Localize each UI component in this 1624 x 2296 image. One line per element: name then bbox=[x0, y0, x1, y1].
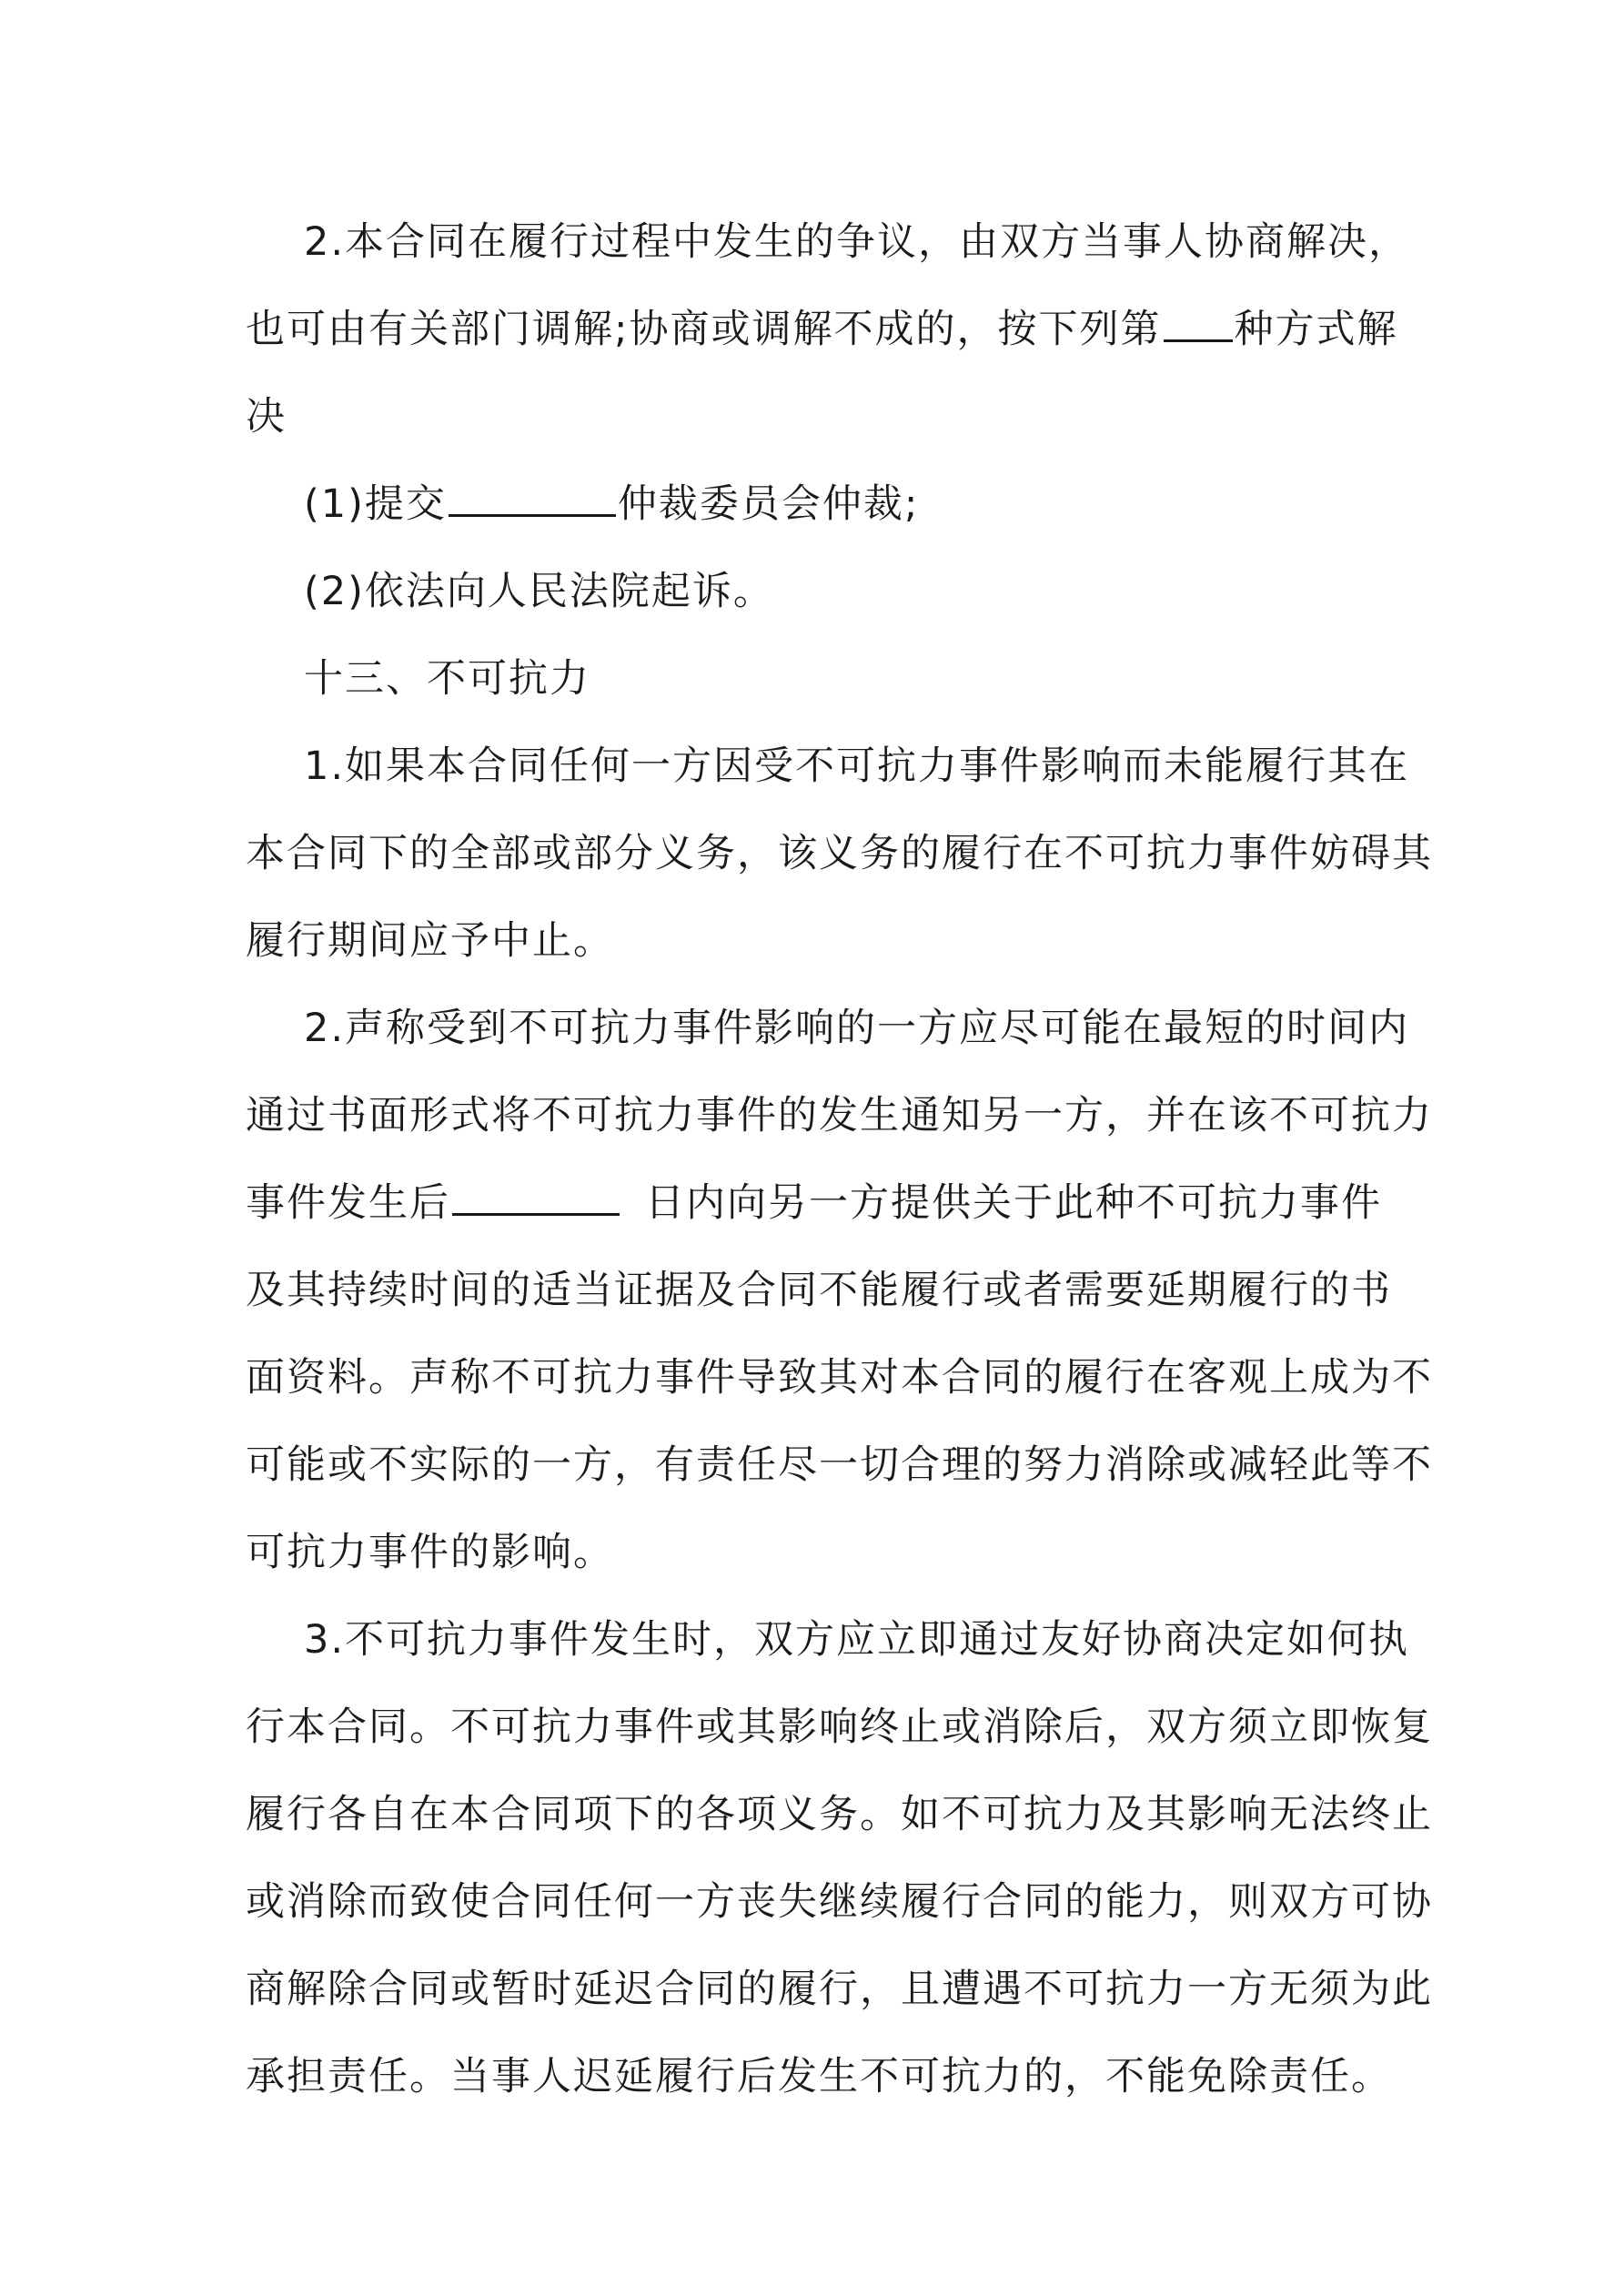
text-line: 决 bbox=[246, 394, 287, 440]
text-line: (2)依法向人民法院起诉。 bbox=[304, 569, 774, 614]
text-line: 2.声称受到不可抗力事件影响的一方应尽可能在最短的时间内 bbox=[304, 1006, 1410, 1051]
text-line: 及其持续时间的适当证据及合同不能履行或者需要延期履行的书 bbox=[246, 1268, 1392, 1313]
text-line: 2.本合同在履行过程中发生的争议，由双方当事人协商解决， bbox=[304, 219, 1410, 265]
text-line: 面资料。声称不可抗力事件导致其对本合同的履行在客观上成为不 bbox=[246, 1355, 1433, 1401]
text-segment: 事件发生后 bbox=[246, 1180, 450, 1226]
paragraph-dispute-resolution bbox=[246, 198, 1410, 460]
text-line: 可能或不实际的一方，有责任尽一切合理的努力消除或减轻此等不 bbox=[246, 1442, 1433, 1488]
text-segment: 日内向另一方提供关于此种不可抗力事件 bbox=[645, 1180, 1382, 1226]
text-line: 本合同下的全部或部分义务，该义务的履行在不可抗力事件妨碍其 bbox=[246, 831, 1433, 876]
text-line: 可抗力事件的影响。 bbox=[246, 1530, 614, 1575]
text-line: 履行各自在本合同项下的各项义务。如不可抗力及其影响无法终止 bbox=[246, 1792, 1433, 1837]
paragraph-arbitration-option bbox=[246, 460, 1394, 548]
text-line: 承担责任。当事人迟延履行后发生不可抗力的，不能免除责任。 bbox=[246, 2054, 1392, 2099]
text-line bbox=[246, 286, 1398, 373]
heading-force-majeure: 十三、不可抗力 bbox=[304, 656, 590, 702]
section-heading bbox=[246, 635, 1394, 723]
text-line: 1.如果本合同任何一方因受不可抗力事件影响而未能履行其在 bbox=[304, 743, 1410, 789]
fill-in-blank[interactable] bbox=[452, 1169, 620, 1216]
text-segment: 种方式解 bbox=[1234, 307, 1398, 352]
text-segment: (1)提交 bbox=[304, 481, 447, 527]
text-line: 行本合同。不可抗力事件或其影响终止或消除后，双方须立即恢复 bbox=[246, 1704, 1433, 1750]
text-line: 或消除而致使合同任何一方丧失继续履行合同的能力，则双方可协 bbox=[246, 1879, 1433, 1925]
text-segment: 也可由有关部门调解;协商或调解不成的，按下列第 bbox=[246, 307, 1162, 352]
fill-in-blank[interactable] bbox=[449, 470, 616, 517]
text-line bbox=[246, 1159, 1394, 1247]
paragraph-force-majeure-2 bbox=[246, 985, 1433, 1596]
fill-in-blank[interactable] bbox=[1164, 296, 1233, 342]
text-segment: 仲裁委员会仲裁; bbox=[617, 481, 920, 527]
paragraph-force-majeure-3 bbox=[246, 1596, 1433, 2120]
paragraph-court-option bbox=[246, 548, 1394, 635]
text-line: 商解除合同或暂时延迟合同的履行，且遭遇不可抗力一方无须为此 bbox=[246, 1967, 1433, 2012]
document-page bbox=[246, 198, 1433, 2120]
paragraph-force-majeure-1 bbox=[246, 723, 1433, 985]
text-line: 履行期间应予中止。 bbox=[246, 918, 614, 964]
text-line bbox=[246, 460, 1394, 548]
text-line: 3.不可抗力事件发生时，双方应立即通过友好协商决定如何执 bbox=[304, 1617, 1410, 1663]
text-line: 通过书面形式将不可抗力事件的发生通知另一方，并在该不可抗力 bbox=[246, 1093, 1433, 1138]
